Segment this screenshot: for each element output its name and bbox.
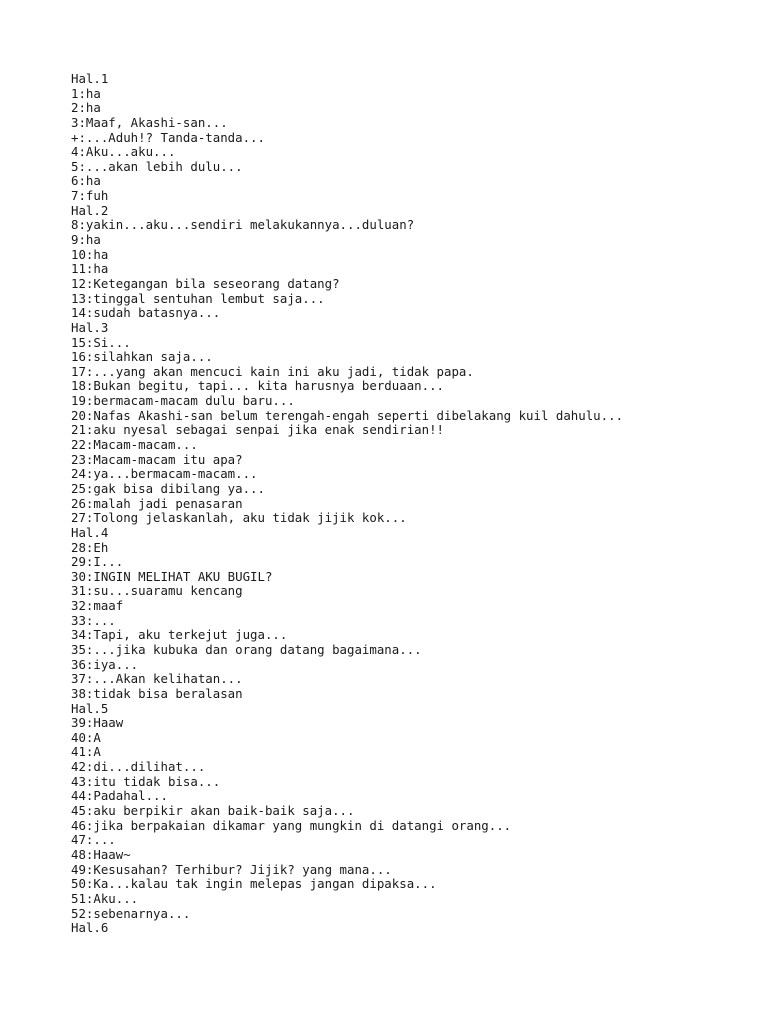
document-line: 6:ha [71,173,101,189]
document-line: 37:...Akan kelihatan... [71,671,243,687]
document-line: Hal.5 [71,700,109,716]
document-line: 41:A [71,744,101,760]
document-line: 11:ha [71,261,109,277]
document-line: 30:INGIN MELIHAT AKU BUGIL? [71,568,273,584]
document-line: 10:ha [71,246,109,262]
document-line: 50:Ka...kalau tak ingin melepas jangan dipaksa... [71,876,437,892]
document-line: 13:tinggal sentuhan lembut saja... [71,290,325,306]
document-line: Hal.1 [71,71,109,86]
document-page [71,72,748,936]
document-line: 27:Tolong jelaskanlah, aku tidak jijik kok... [71,510,407,526]
document-line: 34:Tapi, aku terkejut juga... [71,627,288,643]
document-line: 47:... [71,832,116,848]
document-line: Hal.3 [71,319,109,335]
document-line: 20:Nafas Akashi-san belum terengah-engah seperti dibelakang kuil dahulu... [71,407,624,423]
document-line: 28:Eh [71,539,109,555]
document-line: 4:Aku...aku... [71,144,176,160]
document-line: 43:itu tidak bisa... [71,773,221,789]
document-line: 7:fuh [71,188,109,204]
document-line: 3:Maaf, Akashi-san... [71,114,228,130]
document-line: 44:Padahal... [71,788,168,804]
document-line: 9:ha [71,232,101,248]
document-line: 16:silahkan saja... [71,349,213,365]
document-line: 42:di...dilihat... [71,759,206,775]
document-line: Hal.6 [71,920,109,936]
document-line: 22:Macam-macam... [71,437,198,453]
document-line: 46:jika berpakaian dikamar yang mungkin di datangi orang... [71,817,512,833]
document-line: 24:ya...bermacam-macam... [71,466,258,482]
document-line: 26:malah jadi penasaran [71,495,243,511]
document-line: 32:maaf [71,598,124,614]
document-line: 1:ha [71,85,101,101]
document-line: +:...Aduh!? Tanda-tanda... [71,129,265,145]
document-line: 14:sudah batasnya... [71,305,221,321]
document-line: 48:Haaw~ [71,846,131,862]
document-line: 33:... [71,612,116,628]
document-line: 29:I... [71,554,124,570]
document-line: 35:...jika kubuka dan orang datang bagaimana... [71,641,422,657]
document-line: 2:ha [71,100,101,116]
document-line: Hal.4 [71,524,109,540]
document-line: 8:yakin...aku...sendiri melakukannya...duluan? [71,217,415,233]
document-line: 40:A [71,729,101,745]
document-line: Hal.2 [71,202,109,218]
document-line: 36:iya... [71,656,139,672]
document-line: 52:sebenarnya... [71,905,191,921]
document-line: 49:Kesusahan? Terhibur? Jijik? yang mana... [71,861,392,877]
document-line: 5:...akan lebih dulu... [71,158,243,174]
document-line: 39:Haaw [71,715,124,731]
document-line: 21:aku nyesal sebagai senpai jika enak sendirian!! [71,422,444,438]
document-line: 31:su...suaramu kencang [71,583,243,599]
document-line: 23:Macam-macam itu apa? [71,451,243,467]
document-line: 18:Bukan begitu, tapi... kita harusnya berduaan... [71,378,444,394]
document-line: 12:Ketegangan bila seseorang datang? [71,275,340,291]
document-line: 38:tidak bisa beralasan [71,685,243,701]
document-line: 19:bermacam-macam dulu baru... [71,393,295,409]
document-line: 17:...yang akan mencuci kain ini aku jadi, tidak papa. [71,363,474,379]
document-line: 51:Aku... [71,890,139,906]
document-line: 25:gak bisa dibilang ya... [71,480,265,496]
document-line: 45:aku berpikir akan baik-baik saja... [71,803,355,819]
document-line: 15:Si... [71,334,131,350]
